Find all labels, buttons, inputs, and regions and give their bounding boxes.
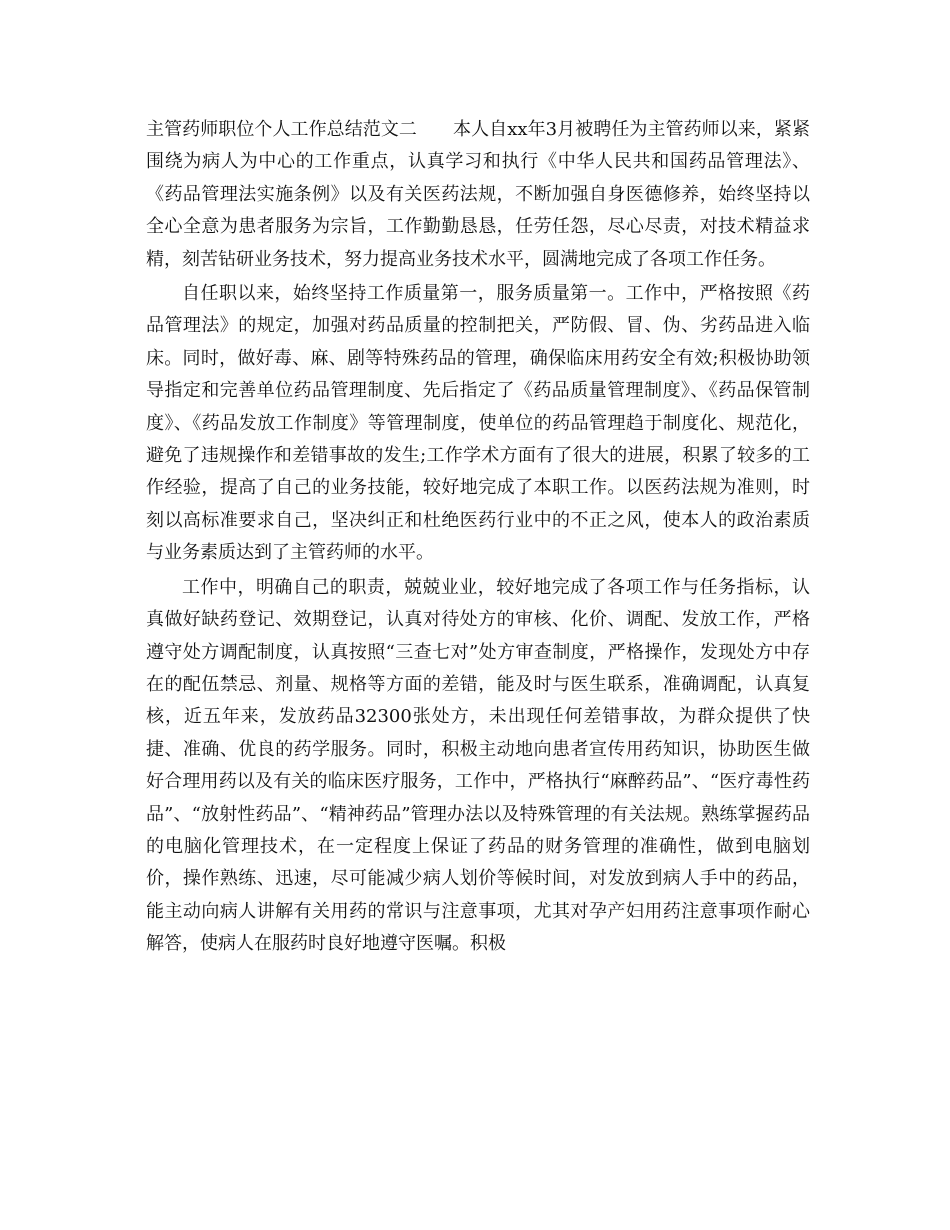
first-paragraph [146,114,810,276]
document-page [146,114,810,961]
document-title: 主管药师职位个人工作总结范文二 [146,119,417,140]
paragraph-1-text: 本人自xx年3月被聘任为主管药师以来，紧紧围绕为病人为中心的工作重点，认真学习和执行《中华人民共和国药品管理法》、《药品管理法实施条例》以及有关医药法规，不断加强自身医德修养，始终坚持以全心全意为患者服务为宗旨，工作勤勤恳恳，任劳任怨，尽心尽责，对技术精益求精，刻苦钻研业务技术，努力提高业务技术水平，圆满地完成了各项工作任务。 [146,119,810,270]
paragraph-2: 自任职以来，始终坚持工作质量第一，服务质量第一。工作中，严格按照《药品管理法》的规定，加强对药品质量的控制把关，严防假、冒、伪、劣药品进入临床。同时，做好毒、麻、剧等特殊药品的管理，确保临床用药安全有效;积极协助领导指定和完善单位药品管理制度、先后指定了《药品质量管理制度》、《药品保管制度》、《药品发放工作制度》等管理制度，使单位的药品管理趋于制度化、规范化，避免了违规操作和差错事故的发生;工作学术方面有了很大的进展，积累了较多的工作经验，提高了自己的业务技能，较好地完成了本职工作。以医药法规为准则，时刻以高标准要求自己，坚决纠正和杜绝医药行业中的不正之风，使本人的政治素质与业务素质达到了主管药师的水平。 [146,283,810,564]
paragraph-3: 工作中，明确自己的职责，兢兢业业，较好地完成了各项工作与任务指标，认真做好缺药登记、效期登记，认真对待处方的审核、化价、调配、发放工作，严格遵守处方调配制度，认真按照“三查七对”处方审查制度，严格操作，发现处方中存在的配伍禁忌、剂量、规格等方面的差错，能及时与医生联系，准确调配，认真复核，近五年来，发放药品32300张处方，未出现任何差错事故，为群众提供了快捷、准确、优良的药学服务。同时，积极主动地向患者宣传用药知识，协助医生做好合理用药以及有关的临床医疗服务，工作中，严格执行“麻醉药品”、“医疗毒性药品”、“放射性药品”、“精神药品”管理办法以及特殊管理的有关法规。熟练掌握药品的电脑化管理技术，在一定程度上保证了药品的财务管理的准确性，做到电脑划价，操作熟练、迅速，尽可能减少病人划价等候时间，对发放到病人手中的药品，能主动向病人讲解有关用药的常识与注意事项，尤其对孕产妇用药注意事项作耐心解答，使病人在服药时良好地遵守医嘱。积极 [146,576,810,955]
